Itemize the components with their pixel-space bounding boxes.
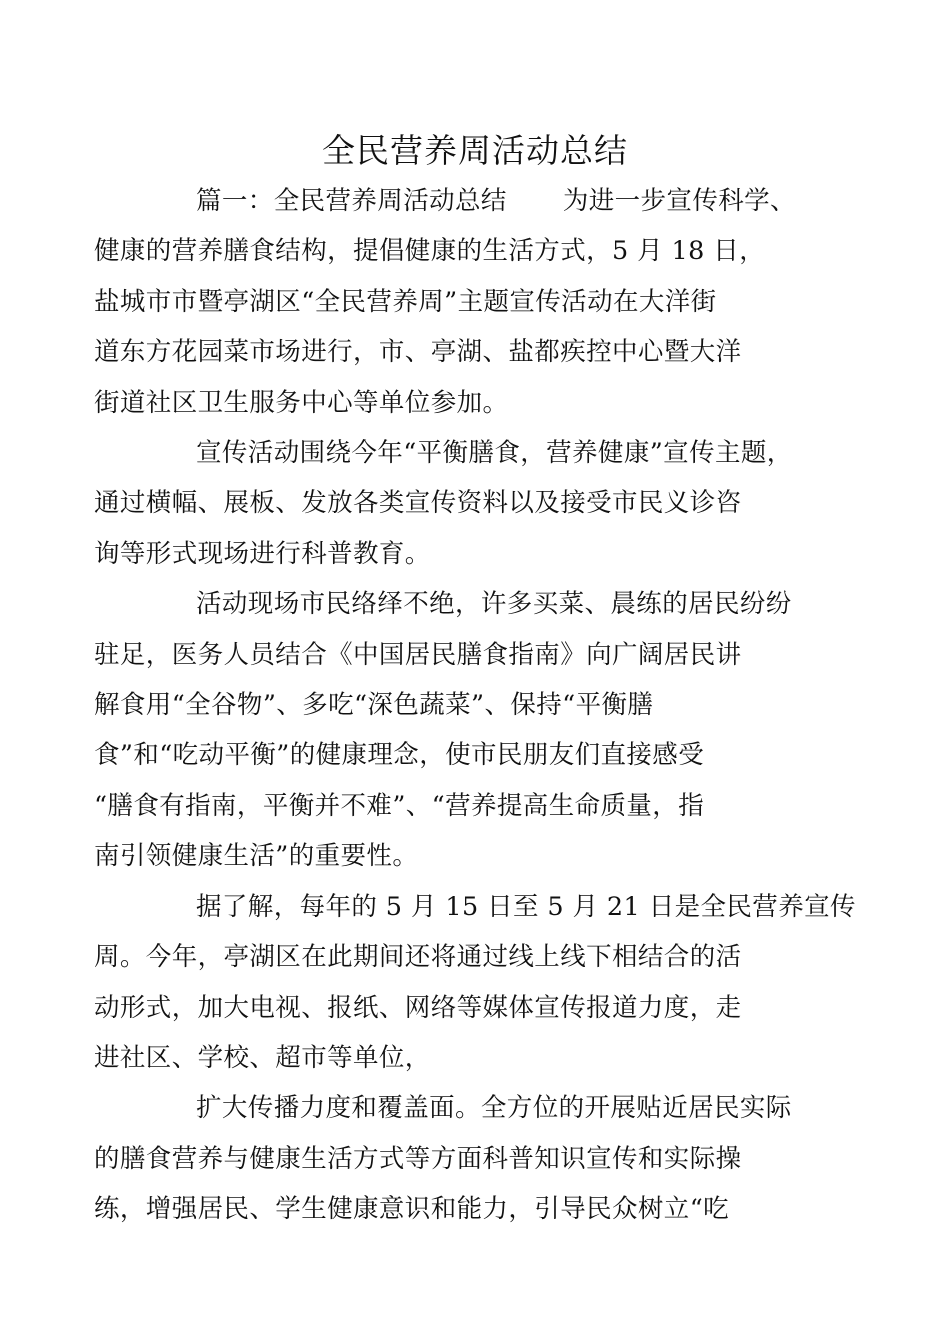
text-line: 周。今年，亭湖区在此期间还将通过线上线下相结合的活 — [94, 942, 742, 973]
text-line: 盐城市市暨亭湖区“全民营养周”主题宣传活动在大洋街 — [94, 286, 717, 317]
text-line: 通过横幅、展板、发放各类宣传资料以及接受市民义诊咨 — [94, 488, 742, 519]
text-line: 活动现场市民络绎不绝，许多买菜、晨练的居民纷纷 — [196, 589, 792, 620]
text-line: 解食用“全谷物”、多吃“深色蔬菜”、保持“平衡膳 — [94, 690, 654, 721]
text-line: 南引领健康生活”的重要性。 — [94, 841, 419, 872]
text-line: 扩大传播力度和覆盖面。全方位的开展贴近居民实际 — [196, 1093, 792, 1124]
paragraph-3 — [94, 579, 835, 881]
text-line: 据了解，每年的 5 月 15 日至 5 月 21 日是全民营养宣传 — [196, 891, 856, 922]
text-line: 道东方花园菜市场进行，市、亭湖、盐都疾控中心暨大洋 — [94, 337, 742, 368]
text-line: 进社区、学校、超市等单位， — [94, 1042, 431, 1073]
text-line: “膳食有指南，平衡并不难”、“营养提高生命质量，指 — [94, 790, 705, 821]
text-line — [145, 176, 835, 226]
text-line: 健康的营养膳食结构，提倡健康的生活方式，5 月 18 日， — [94, 236, 766, 267]
text-line: 练，增强居民、学生健康意识和能力，引导民众树立“吃 — [94, 1194, 730, 1225]
text-line: 街道社区卫生服务中心等单位参加。 — [94, 387, 509, 418]
paragraph-lead: 篇一：全民营养周活动总结 — [196, 186, 507, 216]
paragraph-4 — [94, 882, 856, 1084]
document-title: 全民营养周活动总结 — [322, 131, 628, 170]
text-line: 驻足，医务人员结合《中国居民膳食指南》向广阔居民讲 — [94, 639, 742, 670]
text-line: 的膳食营养与健康生活方式等方面科普知识宣传和实际操 — [94, 1143, 742, 1174]
text-line: 动形式，加大电视、报纸、网络等媒体宣传报道力度，走 — [94, 992, 742, 1023]
paragraph-2 — [94, 428, 835, 579]
paragraph-5 — [94, 1083, 835, 1234]
paragraph-1 — [94, 176, 835, 428]
document-body — [94, 176, 856, 1235]
text-line: 询等形式现场进行科普教育。 — [94, 538, 431, 569]
text-line: 宣传活动围绕今年“平衡膳食，营养健康”宣传主题， — [196, 438, 793, 469]
text-line-segment: 为进一步宣传科学、 — [562, 186, 796, 216]
text-line: 食”和“吃动平衡”的健康理念，使市民朋友们直接感受 — [94, 740, 705, 771]
